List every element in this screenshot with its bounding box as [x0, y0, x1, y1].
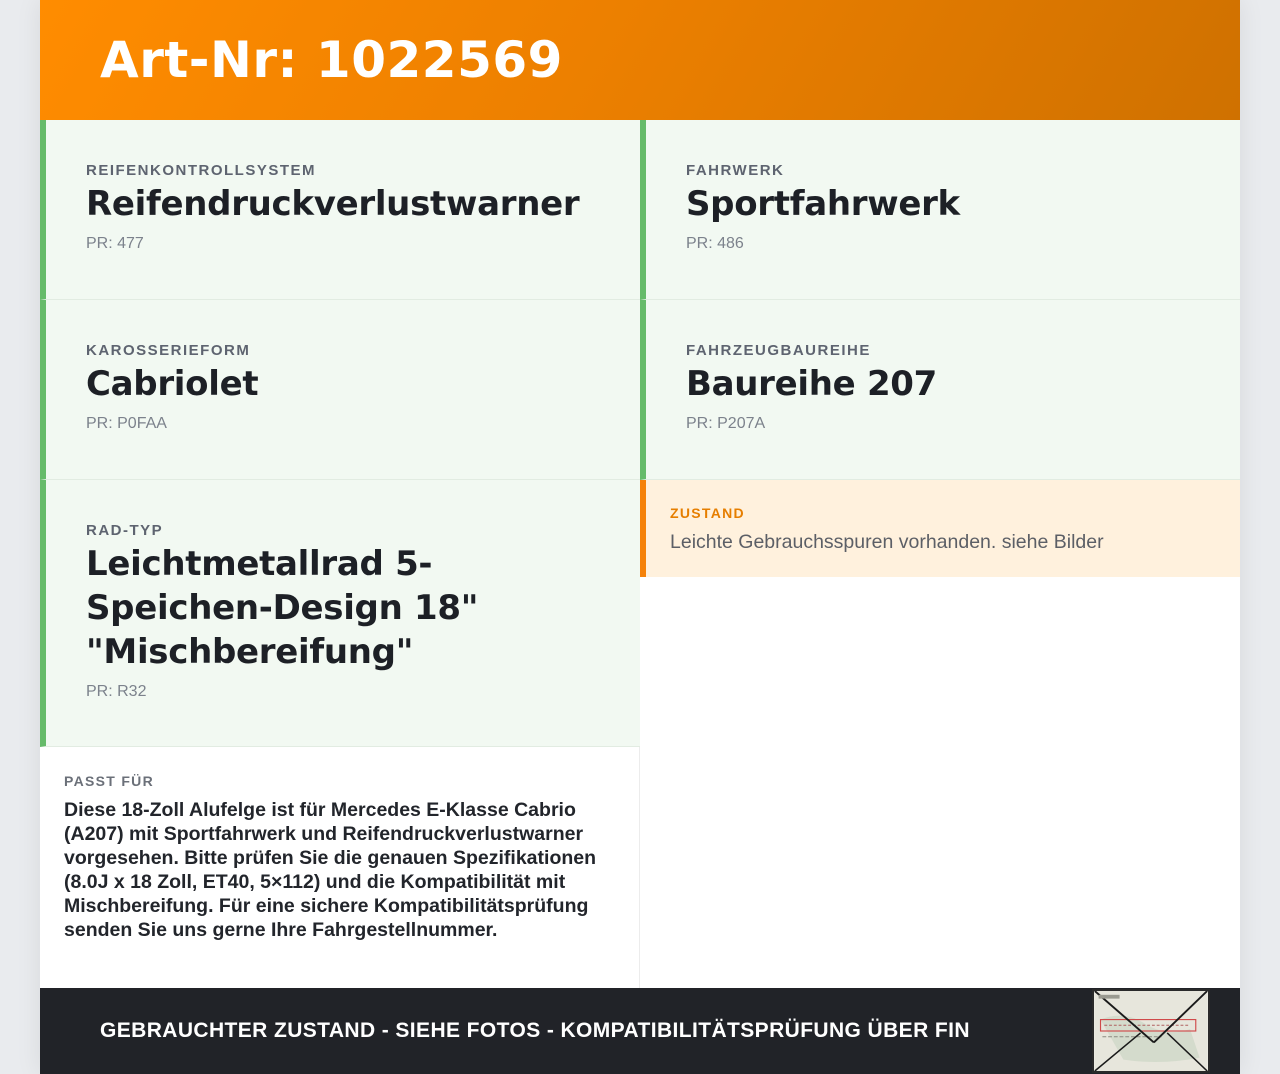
- spec-label: REIFENKONTROLLSYSTEM: [86, 162, 317, 179]
- fits-for-section: [40, 747, 640, 988]
- spec-value: Cabriolet: [86, 364, 259, 404]
- fits-label: PASST FÜR: [64, 773, 154, 789]
- product-sheet: [40, 0, 1240, 1074]
- spec-value: Reifendruckverlustwarner: [86, 184, 580, 224]
- footer-text: GEBRAUCHTER ZUSTAND - SIEHE FOTOS - KOMPATIBILITÄTSPRÜFUNG ÜBER FIN: [100, 1019, 970, 1042]
- condition-notice: [640, 480, 1240, 577]
- right-column: [640, 120, 1240, 577]
- condition-label: ZUSTAND: [670, 505, 745, 521]
- spec-wheel-type: [40, 480, 640, 747]
- spec-label: FAHRZEUGBAUREIHE: [686, 342, 871, 359]
- spec-value: Sportfahrwerk: [686, 184, 960, 224]
- spec-value: Baureihe 207: [686, 364, 938, 404]
- spec-pr-code: PR: 486: [686, 235, 744, 252]
- spec-pr-code: PR: P0FAA: [86, 415, 167, 432]
- spec-value: Leichtmetallrad 5-Speichen-Design 18" "Mischbereifung": [86, 544, 479, 672]
- vehicle-document-icon[interactable]: [1092, 989, 1210, 1073]
- spec-pr-code: PR: R32: [86, 683, 147, 700]
- spec-body-type: [40, 300, 640, 480]
- header: [40, 0, 1240, 120]
- spec-tire-control: [40, 120, 640, 300]
- spec-grid: [40, 120, 1240, 988]
- spec-vehicle-series: [640, 300, 1240, 480]
- left-column: [40, 120, 640, 988]
- fits-description: Diese 18-Zoll Alufelge ist für Mercedes E-Klasse Cabrio (A207) mit Sportfahrwerk und Reifendruckverlustwarner vorgesehen. Bitte prüfen Sie die genauen Spezifikationen (8.0J x 18 Zoll, ET40, 5×112) und die Kompatibilität mit Mischbereifung. Für eine sichere Kompatibilitätsprüfung senden Sie uns gerne Ihre Fahrgestellnummer.: [64, 799, 597, 941]
- spec-label: KAROSSERIEFORM: [86, 342, 251, 359]
- spec-pr-code: PR: 477: [86, 235, 144, 252]
- spec-suspension: [640, 120, 1240, 300]
- spec-pr-code: PR: P207A: [686, 415, 766, 432]
- footer-banner: [40, 988, 1240, 1074]
- spec-label: FAHRWERK: [686, 162, 785, 179]
- article-number-title: Art-Nr: 1022569: [100, 31, 563, 89]
- condition-text: Leichte Gebrauchsspuren vorhanden. siehe Bilder: [670, 531, 1104, 553]
- spec-label: RAD-TYP: [86, 522, 164, 539]
